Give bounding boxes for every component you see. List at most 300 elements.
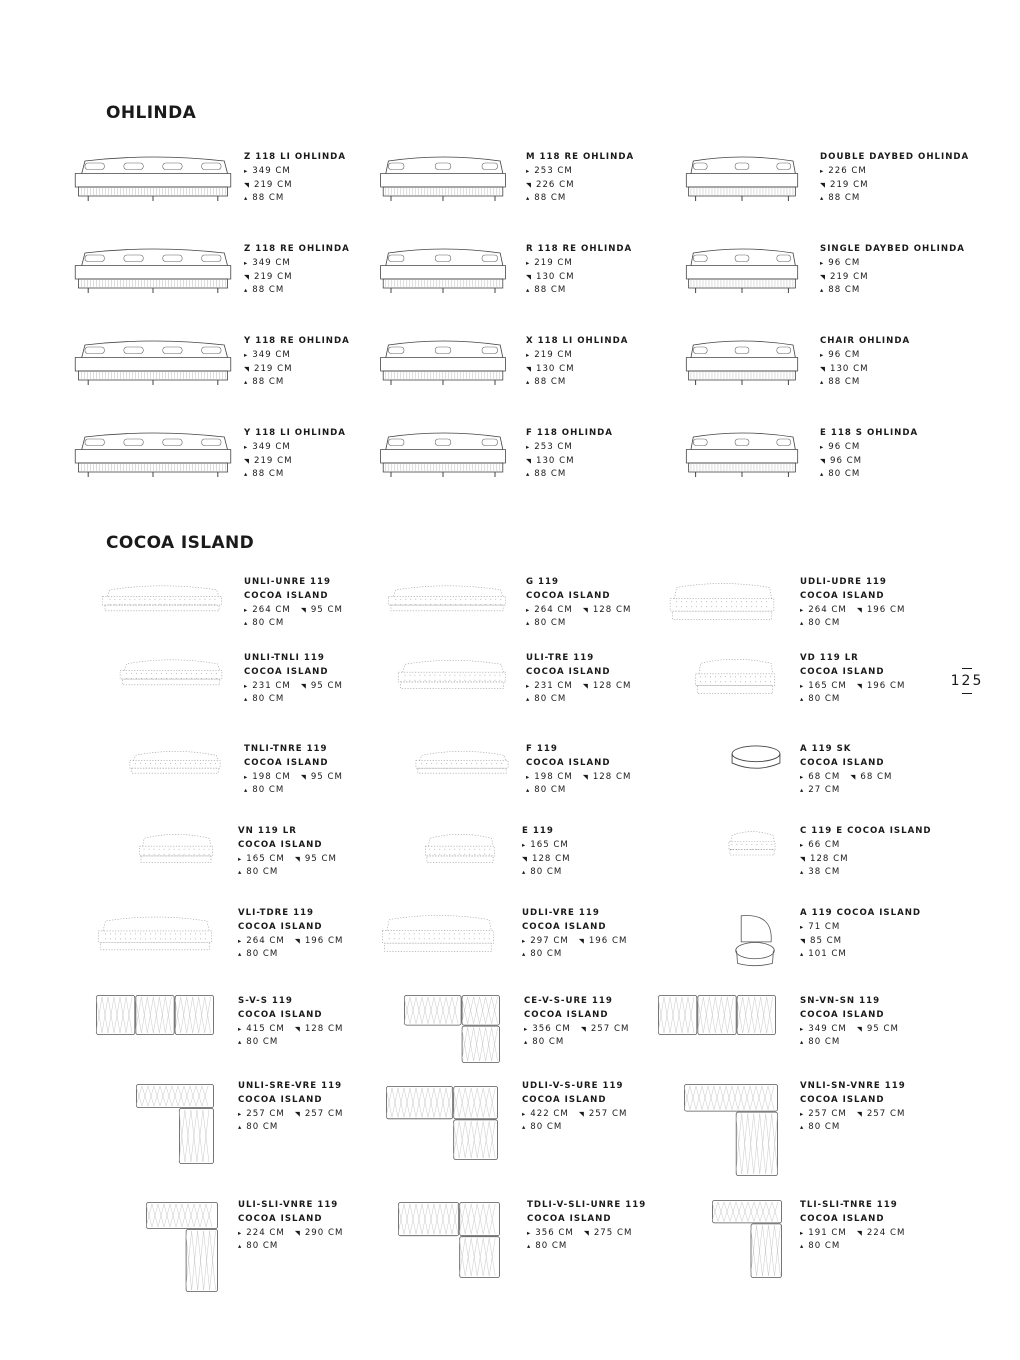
height-dimension bbox=[800, 618, 840, 628]
product-name: E 118 S OHLINDA bbox=[820, 428, 919, 438]
dimension-value: 66 CM bbox=[808, 839, 841, 850]
height-arrow-icon: ▴ bbox=[820, 194, 825, 203]
depth-dimension bbox=[244, 364, 293, 374]
depth-arrow-icon: ◥ bbox=[856, 1228, 863, 1237]
depth-arrow-icon: ◥ bbox=[856, 1024, 863, 1033]
corner-sofa-right-sketch bbox=[72, 243, 234, 293]
dimension-line bbox=[800, 680, 915, 694]
dimension-value: 68 CM bbox=[860, 771, 893, 782]
height-dimension bbox=[238, 1122, 278, 1132]
width-dimension bbox=[244, 166, 291, 176]
width-dimension bbox=[526, 605, 573, 615]
height-dimension bbox=[800, 1122, 840, 1132]
dimension-value: 219 CM bbox=[254, 363, 293, 374]
product-info bbox=[238, 1080, 353, 1135]
dimension-value: 85 CM bbox=[810, 935, 843, 946]
depth-dimension bbox=[583, 605, 632, 615]
product-collection: COCOA ISLAND bbox=[244, 590, 329, 601]
width-arrow-icon: ▸ bbox=[238, 936, 243, 945]
height-arrow-icon: ▴ bbox=[526, 194, 531, 203]
product-info bbox=[820, 335, 910, 390]
height-dimension bbox=[526, 694, 566, 704]
width-arrow-icon: ▸ bbox=[820, 442, 825, 451]
page-number-dash-bottom bbox=[962, 693, 972, 694]
product-info bbox=[522, 825, 581, 880]
dimension-line bbox=[820, 192, 969, 206]
dimension-line bbox=[238, 866, 347, 880]
chaise-sketch bbox=[378, 243, 508, 293]
height-dimension bbox=[800, 694, 840, 704]
depth-arrow-icon: ◥ bbox=[583, 1228, 590, 1237]
width-dimension bbox=[820, 166, 867, 176]
width-arrow-icon: ▸ bbox=[522, 1109, 527, 1118]
dimension-value: 264 CM bbox=[534, 604, 573, 615]
product-name: G 119 bbox=[526, 577, 559, 587]
quilted-sofa-sketch bbox=[396, 656, 508, 692]
product-collection: COCOA ISLAND bbox=[800, 1213, 885, 1224]
dimension-line bbox=[820, 165, 969, 179]
width-dimension bbox=[244, 605, 291, 615]
depth-dimension bbox=[295, 854, 337, 864]
dimension-line bbox=[244, 165, 346, 179]
pouf-sketch bbox=[730, 744, 782, 772]
width-arrow-icon: ▸ bbox=[800, 922, 805, 931]
dimension-value: 128 CM bbox=[532, 853, 571, 864]
dimension-line bbox=[800, 604, 915, 618]
dimension-line bbox=[820, 376, 910, 390]
page-number-dash-top bbox=[962, 668, 972, 669]
dimension-value: 88 CM bbox=[534, 285, 567, 296]
quilted-bench-sketch bbox=[424, 830, 496, 866]
quilted-daybed-sketch bbox=[694, 654, 776, 698]
product-collection: COCOA ISLAND bbox=[526, 590, 611, 601]
depth-arrow-icon: ◥ bbox=[856, 605, 863, 614]
depth-arrow-icon: ◥ bbox=[244, 272, 250, 281]
product-info bbox=[526, 427, 613, 482]
height-dimension bbox=[244, 377, 284, 387]
width-dimension bbox=[244, 350, 291, 360]
depth-dimension bbox=[857, 1109, 906, 1119]
dimension-value: 290 CM bbox=[304, 1227, 344, 1238]
depth-dimension bbox=[579, 1109, 628, 1119]
width-arrow-icon: ▸ bbox=[244, 166, 249, 175]
dimension-value: 88 CM bbox=[828, 285, 861, 296]
dimension-value: 165 CM bbox=[808, 680, 847, 691]
dimension-value: 198 CM bbox=[534, 771, 573, 782]
height-arrow-icon: ▴ bbox=[244, 194, 249, 203]
product-name: F 118 OHLINDA bbox=[526, 428, 613, 438]
width-arrow-icon: ▸ bbox=[800, 1024, 805, 1033]
quilted-sofa-sketch bbox=[414, 748, 510, 776]
depth-arrow-icon: ◥ bbox=[582, 605, 589, 614]
plan-l-sketch bbox=[712, 1200, 782, 1278]
height-arrow-icon: ▴ bbox=[244, 786, 249, 795]
dimension-line bbox=[244, 192, 346, 206]
plan-l-sketch bbox=[146, 1202, 218, 1292]
product-name: VN 119 LR bbox=[238, 826, 297, 836]
height-arrow-icon: ▴ bbox=[244, 470, 249, 479]
dimension-line bbox=[244, 257, 350, 271]
quilted-ottoman-sketch bbox=[728, 828, 776, 858]
height-arrow-icon: ▴ bbox=[800, 868, 805, 877]
height-dimension bbox=[238, 1037, 278, 1047]
width-dimension bbox=[820, 442, 860, 452]
dimension-line bbox=[238, 1108, 353, 1122]
dimension-line bbox=[800, 866, 932, 880]
dimension-line bbox=[526, 680, 641, 694]
product-name: UDLI-UDRE 119 bbox=[800, 577, 887, 587]
product-info bbox=[244, 652, 353, 707]
height-dimension bbox=[820, 285, 860, 295]
height-arrow-icon: ▴ bbox=[820, 470, 825, 479]
width-dimension bbox=[820, 350, 860, 360]
page-number bbox=[947, 664, 987, 698]
dimension-value: 80 CM bbox=[808, 694, 841, 705]
depth-arrow-icon: ◥ bbox=[582, 681, 589, 690]
dimension-line bbox=[238, 935, 353, 949]
dimension-line bbox=[524, 1036, 639, 1050]
product-name: TNLI-TNRE 119 bbox=[244, 744, 328, 754]
product-name: CE-V-S-URE 119 bbox=[524, 996, 613, 1006]
height-arrow-icon: ▴ bbox=[238, 868, 243, 877]
height-arrow-icon: ▴ bbox=[522, 1123, 527, 1132]
width-arrow-icon: ▸ bbox=[522, 936, 527, 945]
height-arrow-icon: ▴ bbox=[800, 1123, 805, 1132]
dimension-value: 219 CM bbox=[534, 257, 573, 268]
dimension-line bbox=[820, 349, 910, 363]
height-arrow-icon: ▴ bbox=[238, 1242, 243, 1251]
dimension-line bbox=[244, 363, 350, 377]
dimension-line bbox=[244, 784, 353, 798]
height-dimension bbox=[800, 1037, 840, 1047]
dimension-line bbox=[800, 1108, 915, 1122]
dimension-line bbox=[244, 349, 350, 363]
product-name: SINGLE DAYBED OHLINDA bbox=[820, 244, 965, 254]
depth-arrow-icon: ◥ bbox=[526, 272, 532, 281]
product-info bbox=[526, 243, 632, 298]
product-name: C 119 E COCOA ISLAND bbox=[800, 826, 932, 836]
depth-dimension bbox=[522, 854, 571, 864]
dimension-value: 349 CM bbox=[252, 349, 291, 360]
dimension-value: 415 CM bbox=[246, 1023, 285, 1034]
product-info bbox=[800, 743, 902, 798]
dimension-value: 80 CM bbox=[808, 1122, 841, 1133]
depth-dimension bbox=[526, 180, 575, 190]
dimension-line bbox=[522, 935, 637, 949]
dimension-value: 165 CM bbox=[530, 839, 569, 850]
dimension-value: 349 CM bbox=[808, 1023, 847, 1034]
product-info bbox=[526, 652, 641, 707]
dimension-value: 80 CM bbox=[252, 618, 285, 629]
height-dimension bbox=[800, 867, 840, 877]
width-dimension bbox=[526, 166, 573, 176]
width-arrow-icon: ▸ bbox=[526, 605, 531, 614]
dimension-line bbox=[800, 839, 932, 853]
height-dimension bbox=[244, 785, 284, 795]
dimension-value: 231 CM bbox=[534, 680, 573, 691]
dimension-value: 80 CM bbox=[808, 1037, 841, 1048]
dimension-value: 80 CM bbox=[530, 1122, 563, 1133]
height-arrow-icon: ▴ bbox=[526, 470, 531, 479]
width-dimension bbox=[526, 442, 573, 452]
product-name: S-V-S 119 bbox=[238, 996, 293, 1006]
product-name: VLI-TDRE 119 bbox=[238, 908, 315, 918]
height-dimension bbox=[238, 949, 278, 959]
depth-arrow-icon: ◥ bbox=[244, 456, 250, 465]
width-arrow-icon: ▸ bbox=[800, 1228, 805, 1237]
dimension-line bbox=[526, 784, 641, 798]
product-name: Z 118 LI OHLINDA bbox=[244, 152, 346, 162]
height-dimension bbox=[524, 1037, 564, 1047]
dimension-value: 80 CM bbox=[534, 785, 567, 796]
product-collection: COCOA ISLAND bbox=[244, 757, 329, 768]
dimension-line bbox=[244, 179, 346, 193]
dimension-value: 80 CM bbox=[246, 1241, 279, 1252]
dimension-line bbox=[526, 165, 634, 179]
width-arrow-icon: ▸ bbox=[800, 1109, 805, 1118]
width-dimension bbox=[800, 772, 840, 782]
dimension-line bbox=[526, 284, 632, 298]
product-name: VNLI-SN-VNRE 119 bbox=[800, 1081, 906, 1091]
width-arrow-icon: ▸ bbox=[526, 772, 531, 781]
quilted-sofa-sketch bbox=[128, 748, 222, 776]
width-dimension bbox=[238, 1228, 285, 1238]
width-arrow-icon: ▸ bbox=[820, 258, 825, 267]
height-arrow-icon: ▴ bbox=[238, 1123, 243, 1132]
width-arrow-icon: ▸ bbox=[524, 1024, 529, 1033]
depth-dimension bbox=[295, 936, 344, 946]
depth-arrow-icon: ◥ bbox=[526, 364, 532, 373]
product-name: A 119 SK bbox=[800, 744, 852, 754]
armchair-sketch bbox=[684, 335, 800, 385]
height-dimension bbox=[526, 193, 566, 203]
width-dimension bbox=[526, 772, 573, 782]
dimension-value: 88 CM bbox=[828, 193, 861, 204]
height-arrow-icon: ▴ bbox=[800, 1242, 805, 1251]
depth-arrow-icon: ◥ bbox=[300, 681, 307, 690]
dimension-line bbox=[244, 617, 353, 631]
height-dimension bbox=[244, 469, 284, 479]
dimension-value: 88 CM bbox=[252, 285, 285, 296]
depth-dimension bbox=[583, 681, 632, 691]
dimension-value: 264 CM bbox=[246, 935, 285, 946]
height-dimension bbox=[238, 867, 278, 877]
dimension-line bbox=[820, 179, 969, 193]
dimension-line bbox=[526, 468, 613, 482]
product-collection: COCOA ISLAND bbox=[238, 921, 323, 932]
dimension-value: 231 CM bbox=[252, 680, 291, 691]
dimension-value: 257 CM bbox=[866, 1108, 906, 1119]
dimension-value: 226 CM bbox=[536, 179, 575, 190]
depth-arrow-icon: ◥ bbox=[244, 364, 250, 373]
product-collection: COCOA ISLAND bbox=[244, 666, 329, 677]
dimension-value: 130 CM bbox=[536, 271, 575, 282]
product-info bbox=[244, 335, 350, 390]
dimension-line bbox=[820, 284, 965, 298]
dimension-value: 422 CM bbox=[530, 1108, 569, 1119]
dimension-line bbox=[522, 1108, 637, 1122]
width-arrow-icon: ▸ bbox=[526, 166, 531, 175]
dimension-line bbox=[244, 441, 346, 455]
dimension-line bbox=[238, 1121, 353, 1135]
dimension-value: 88 CM bbox=[252, 193, 285, 204]
depth-dimension bbox=[526, 364, 575, 374]
dimension-line bbox=[526, 604, 641, 618]
dimension-value: 88 CM bbox=[534, 193, 567, 204]
width-dimension bbox=[244, 442, 291, 452]
ottoman-sketch bbox=[684, 427, 800, 477]
product-name: Z 118 RE OHLINDA bbox=[244, 244, 350, 254]
height-arrow-icon: ▴ bbox=[244, 695, 249, 704]
product-collection: COCOA ISLAND bbox=[522, 1094, 607, 1105]
width-dimension bbox=[526, 681, 573, 691]
product-name: TDLI-V-SLI-UNRE 119 bbox=[527, 1200, 647, 1210]
width-dimension bbox=[522, 1109, 569, 1119]
height-dimension bbox=[526, 285, 566, 295]
dimension-line bbox=[526, 257, 632, 271]
height-arrow-icon: ▴ bbox=[524, 1038, 529, 1047]
long-sofa-sketch bbox=[72, 335, 234, 385]
dimension-value: 80 CM bbox=[532, 1037, 565, 1048]
width-dimension bbox=[244, 258, 291, 268]
dimension-value: 80 CM bbox=[534, 618, 567, 629]
height-arrow-icon: ▴ bbox=[522, 950, 527, 959]
dimension-line bbox=[527, 1240, 646, 1254]
depth-dimension bbox=[579, 936, 628, 946]
lounge-chair-sketch bbox=[732, 910, 778, 968]
height-arrow-icon: ▴ bbox=[244, 286, 249, 295]
dimension-line bbox=[800, 1240, 915, 1254]
product-info bbox=[820, 243, 965, 298]
dimension-line bbox=[526, 349, 628, 363]
product-name: ULI-SLI-VNRE 119 bbox=[238, 1200, 339, 1210]
depth-dimension bbox=[584, 1228, 633, 1238]
width-dimension bbox=[244, 681, 291, 691]
height-dimension bbox=[800, 785, 840, 795]
product-collection: COCOA ISLAND bbox=[800, 1094, 885, 1105]
product-info bbox=[238, 1199, 353, 1254]
depth-dimension bbox=[295, 1109, 344, 1119]
height-arrow-icon: ▴ bbox=[820, 378, 825, 387]
plan-straight-sketch bbox=[96, 995, 214, 1035]
height-dimension bbox=[522, 867, 562, 877]
dimension-line bbox=[820, 363, 910, 377]
depth-dimension bbox=[850, 772, 892, 782]
product-info bbox=[244, 151, 346, 206]
product-info bbox=[244, 743, 353, 798]
depth-arrow-icon: ◥ bbox=[294, 1024, 301, 1033]
quilted-sectional-sketch bbox=[380, 910, 496, 956]
dimension-value: 80 CM bbox=[530, 867, 563, 878]
width-arrow-icon: ▸ bbox=[238, 1228, 243, 1237]
height-arrow-icon: ▴ bbox=[526, 378, 531, 387]
depth-arrow-icon: ◥ bbox=[800, 936, 806, 945]
product-name: UDLI-VRE 119 bbox=[522, 908, 600, 918]
depth-dimension bbox=[820, 272, 869, 282]
dimension-value: 101 CM bbox=[808, 949, 847, 960]
depth-arrow-icon: ◥ bbox=[578, 936, 585, 945]
depth-arrow-icon: ◥ bbox=[300, 605, 307, 614]
product-name: M 118 RE OHLINDA bbox=[526, 152, 635, 162]
width-dimension bbox=[800, 1228, 847, 1238]
long-sofa-sketch bbox=[72, 427, 234, 477]
height-dimension bbox=[800, 949, 847, 959]
dimension-value: 80 CM bbox=[246, 949, 279, 960]
depth-arrow-icon: ◥ bbox=[856, 1109, 863, 1118]
product-info bbox=[800, 907, 921, 962]
product-info bbox=[526, 576, 641, 631]
width-dimension bbox=[244, 772, 291, 782]
width-arrow-icon: ▸ bbox=[238, 854, 243, 863]
product-name: UNLI-SRE-VRE 119 bbox=[238, 1081, 343, 1091]
dimension-line bbox=[800, 617, 915, 631]
dimension-value: 80 CM bbox=[252, 785, 285, 796]
dimension-line bbox=[820, 455, 918, 469]
dimension-line bbox=[526, 271, 632, 285]
dimension-line bbox=[800, 935, 921, 949]
width-dimension bbox=[524, 1024, 571, 1034]
product-name: DOUBLE DAYBED OHLINDA bbox=[820, 152, 970, 162]
width-dimension bbox=[800, 681, 847, 691]
height-dimension bbox=[522, 1122, 562, 1132]
height-arrow-icon: ▴ bbox=[800, 695, 805, 704]
quilted-sectional-sketch bbox=[96, 912, 214, 954]
dimension-value: 349 CM bbox=[252, 441, 291, 452]
dimension-line bbox=[526, 617, 641, 631]
product-name: Y 118 LI OHLINDA bbox=[244, 428, 346, 438]
product-collection: COCOA ISLAND bbox=[800, 666, 885, 677]
dimension-line bbox=[526, 192, 634, 206]
dimension-value: 191 CM bbox=[808, 1227, 847, 1238]
depth-arrow-icon: ◥ bbox=[582, 772, 589, 781]
dimension-line bbox=[526, 376, 628, 390]
depth-dimension bbox=[301, 772, 343, 782]
product-collection: COCOA ISLAND bbox=[527, 1213, 612, 1224]
product-collection: COCOA ISLAND bbox=[526, 666, 611, 677]
product-info bbox=[800, 1080, 915, 1135]
width-arrow-icon: ▸ bbox=[526, 350, 531, 359]
dimension-value: 80 CM bbox=[828, 469, 861, 480]
depth-dimension bbox=[244, 456, 293, 466]
dimension-value: 198 CM bbox=[252, 771, 291, 782]
dimension-line bbox=[244, 376, 350, 390]
height-arrow-icon: ▴ bbox=[244, 619, 249, 628]
height-dimension bbox=[238, 1241, 278, 1251]
height-dimension bbox=[526, 469, 566, 479]
plan-l-sketch bbox=[684, 1084, 778, 1176]
dimension-value: 257 CM bbox=[588, 1108, 628, 1119]
width-arrow-icon: ▸ bbox=[244, 681, 249, 690]
dimension-value: 264 CM bbox=[252, 604, 291, 615]
dimension-value: 165 CM bbox=[246, 853, 285, 864]
product-collection: COCOA ISLAND bbox=[238, 1009, 323, 1020]
depth-arrow-icon: ◥ bbox=[526, 180, 532, 189]
dimension-value: 264 CM bbox=[808, 604, 847, 615]
plan-corner-sketch bbox=[404, 995, 500, 1063]
dimension-value: 80 CM bbox=[246, 867, 279, 878]
product-info bbox=[244, 576, 353, 631]
dimension-line bbox=[244, 771, 353, 785]
dimension-value: 219 CM bbox=[830, 179, 869, 190]
plan-corner-sketch bbox=[398, 1202, 500, 1278]
product-name: VD 119 LR bbox=[800, 653, 859, 663]
height-dimension bbox=[244, 285, 284, 295]
product-name: F 119 bbox=[526, 744, 558, 754]
dimension-line bbox=[800, 948, 921, 962]
depth-dimension bbox=[820, 456, 862, 466]
dimension-value: 356 CM bbox=[535, 1227, 574, 1238]
width-arrow-icon: ▸ bbox=[800, 681, 805, 690]
